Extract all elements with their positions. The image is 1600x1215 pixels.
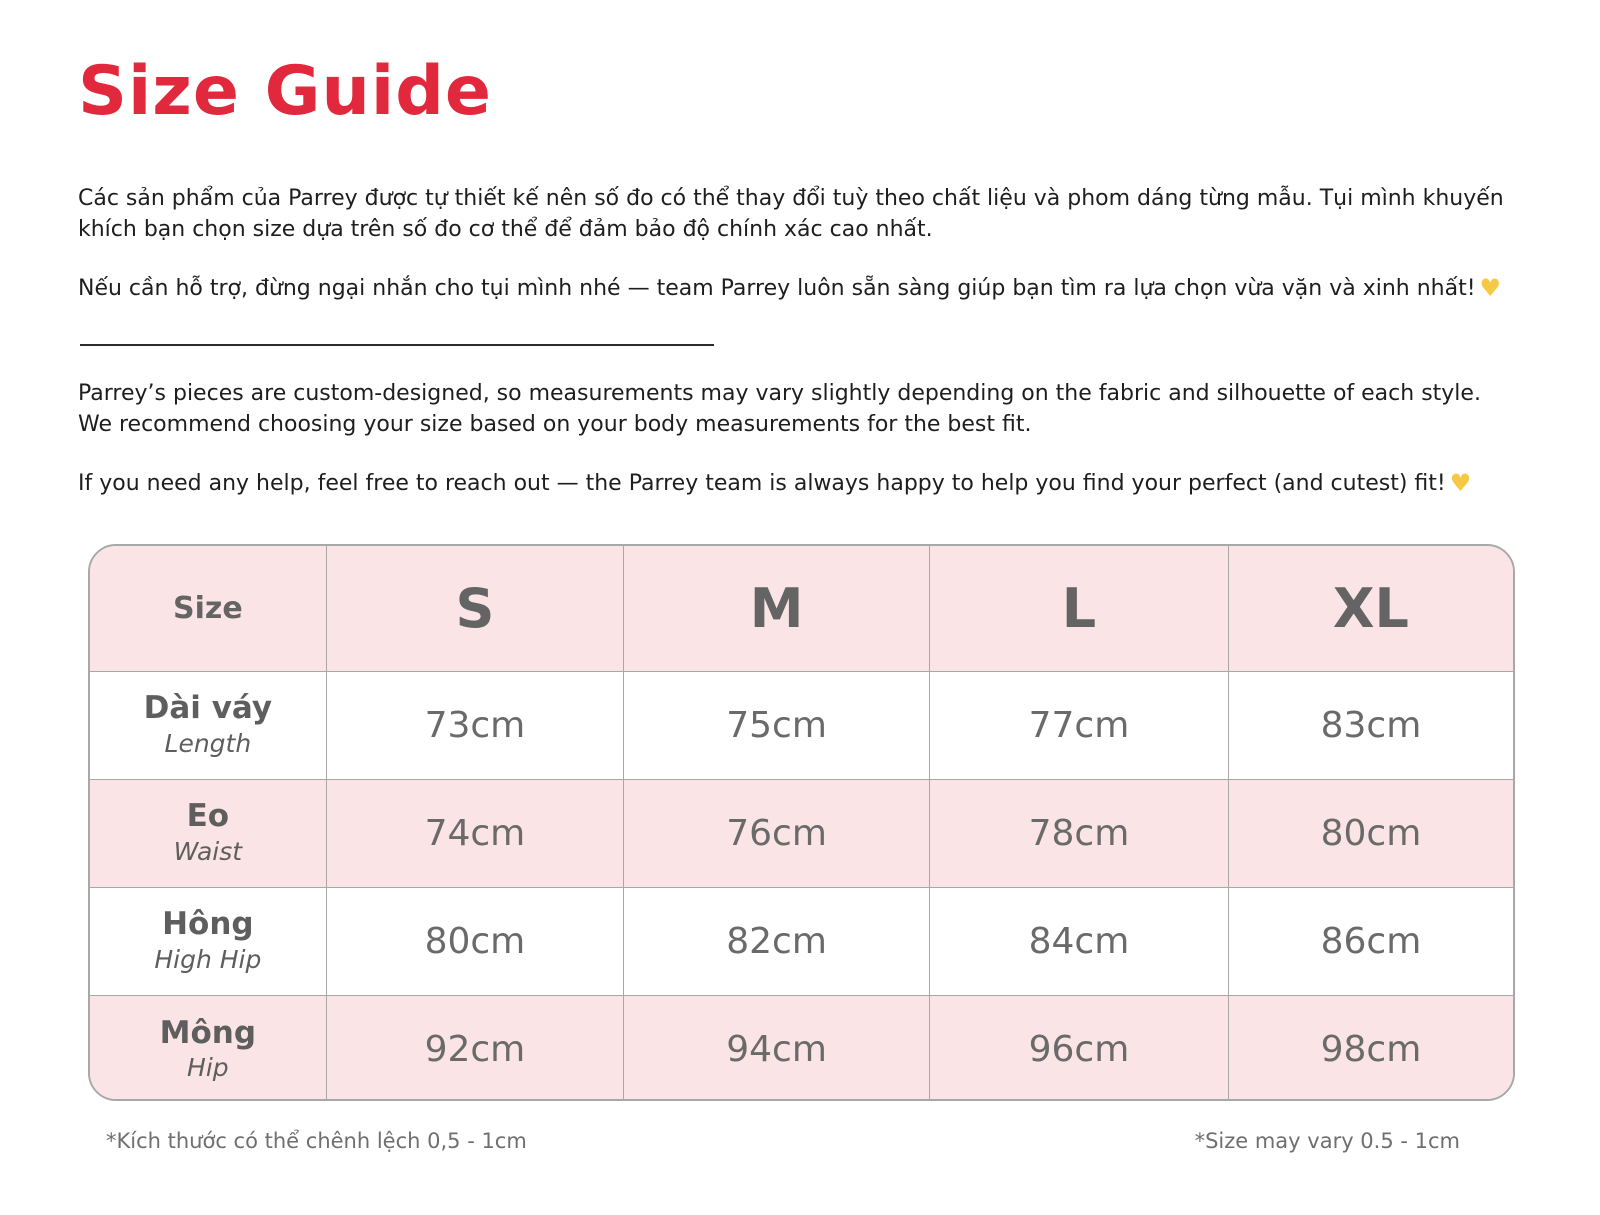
column-header-xl: XL [1228, 546, 1513, 671]
row-label-length [90, 671, 326, 779]
footnotes [88, 1129, 1515, 1153]
row-label-hip [90, 995, 326, 1101]
intro-paragraph-en-1 [78, 378, 1520, 440]
cell-waist-l: 78cm [930, 779, 1229, 887]
footnote-vi: *Kích thước có thể chênh lệch 0,5 - 1cm [106, 1129, 527, 1154]
yellow-heart-icon: ♥ [1449, 469, 1472, 498]
intro-paragraph-en-2 [78, 466, 1520, 500]
row-label-waist [90, 779, 326, 887]
cell-length-l: 77cm [930, 671, 1229, 779]
size-table-container [88, 544, 1515, 1101]
cell-length-m: 75cm [624, 671, 930, 779]
row-label-vi: Mông [159, 1014, 257, 1051]
row-label-en: Length [164, 729, 252, 759]
intro-paragraph-en-1-text: Parrey’s pieces are custom-designed, so measurements may vary slightly depending on the fabric and silhouette of each style. We recommend choosing your size based on your body measurements for the best fit. [78, 380, 1481, 437]
column-header-s: S [326, 546, 623, 671]
section-divider [80, 344, 714, 346]
cell-high-hip-m: 82cm [624, 887, 930, 995]
table-header-row [90, 546, 1513, 671]
cell-length-s: 73cm [326, 671, 623, 779]
yellow-heart-icon: ♥ [1479, 274, 1502, 303]
row-label-vi: Eo [186, 798, 230, 835]
row-label-vi: Hông [162, 906, 254, 943]
intro-paragraph-en-2-text: If you need any help, feel free to reach out — the Parrey team is always happy to help you find your perfect (and cutest) fit! [78, 471, 1446, 497]
column-header-m: M [624, 546, 930, 671]
intro-paragraph-vi-1 [78, 183, 1520, 245]
cell-hip-s: 92cm [326, 995, 623, 1101]
table-row-waist [90, 779, 1513, 887]
table-row-high-hip [90, 887, 1513, 995]
cell-high-hip-l: 84cm [930, 887, 1229, 995]
row-label-en: High Hip [154, 945, 262, 975]
cell-hip-xl: 98cm [1228, 995, 1513, 1101]
footnote-en: *Size may vary 0.5 - 1cm [1194, 1129, 1460, 1154]
cell-length-xl: 83cm [1228, 671, 1513, 779]
table-row-length [90, 671, 1513, 779]
page-title: Size Guide [78, 52, 492, 131]
table-row-hip [90, 995, 1513, 1101]
intro-paragraph-vi-2 [78, 271, 1520, 305]
cell-high-hip-xl: 86cm [1228, 887, 1513, 995]
cell-waist-s: 74cm [326, 779, 623, 887]
intro-paragraph-vi-2-text: Nếu cần hỗ trợ, đừng ngại nhắn cho tụi mình nhé — team Parrey luôn sẵn sàng giúp bạn tìm ra lựa chọn vừa vặn và xinh nhất! [78, 276, 1476, 302]
cell-waist-m: 76cm [624, 779, 930, 887]
row-label-en: Hip [187, 1053, 229, 1083]
cell-hip-m: 94cm [624, 995, 930, 1101]
cell-hip-l: 96cm [930, 995, 1229, 1101]
row-label-vi: Dài váy [143, 690, 273, 727]
intro-paragraph-vi-1-text: Các sản phẩm của Parrey được tự thiết kế nên số đo có thể thay đổi tuỳ theo chất liệu và phom dáng từng mẫu. Tụi mình khuyến khích bạn chọn size dựa trên số đo cơ thể để đảm bảo độ chính xác cao nhất. [78, 186, 1504, 243]
column-header-l: L [930, 546, 1229, 671]
row-label-en: Waist [173, 837, 243, 867]
row-label-high-hip [90, 887, 326, 995]
cell-waist-xl: 80cm [1228, 779, 1513, 887]
column-header-size: Size [90, 546, 326, 671]
size-table [90, 546, 1513, 1101]
intro-section [78, 183, 1520, 500]
cell-high-hip-s: 80cm [326, 887, 623, 995]
